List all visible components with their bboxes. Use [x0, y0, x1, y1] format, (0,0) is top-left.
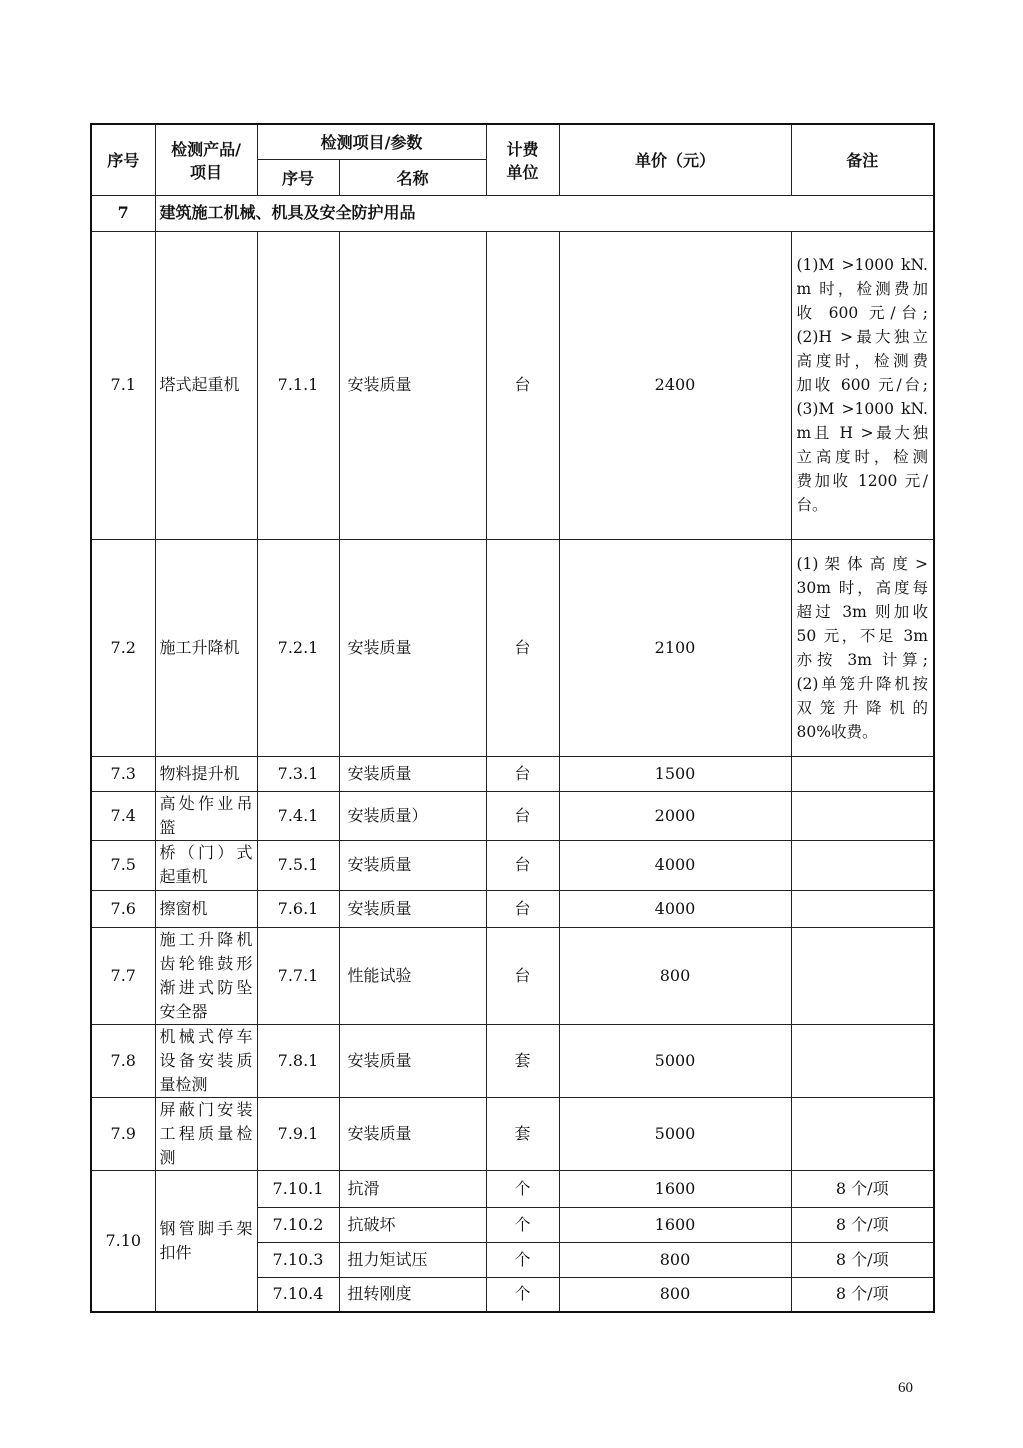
- item-unit: 个: [486, 1207, 559, 1242]
- item-name: 安装质量: [339, 840, 486, 890]
- item-unit: 台: [486, 231, 559, 539]
- item-unit: 台: [486, 756, 559, 791]
- note-line: 收 600 元/台;: [796, 304, 928, 322]
- row-product: 屏蔽门安装工程质量检测: [155, 1097, 257, 1170]
- note-line: 8 个/项: [835, 1214, 889, 1234]
- page-number: 60: [898, 1380, 913, 1396]
- note-line: (3)M >1000 kN.: [796, 400, 928, 418]
- item-seq: 7.7.1: [257, 927, 339, 1024]
- note-line: m 时，检测费加: [796, 280, 928, 298]
- item-unit: 台: [486, 840, 559, 890]
- item-seq: 7.10.3: [257, 1242, 339, 1277]
- item-unit: 台: [486, 539, 559, 756]
- note-line: (2)H >最大独立: [796, 328, 928, 346]
- section-row: [91, 195, 934, 231]
- item-price: 2400: [559, 231, 791, 539]
- item-unit: 个: [486, 1277, 559, 1312]
- item-seq: 7.3.1: [257, 756, 339, 791]
- note-line: 立高度时，检测: [796, 448, 928, 466]
- item-price: 4000: [559, 840, 791, 890]
- row-seq: 7.6: [91, 890, 155, 927]
- item-note: [791, 231, 934, 539]
- note-line: 50 元，不足 3m: [796, 626, 928, 645]
- item-seq: 7.10.2: [257, 1207, 339, 1242]
- item-seq: 7.8.1: [257, 1024, 339, 1097]
- item-note: [791, 1170, 934, 1207]
- header-price: 单价（元）: [559, 124, 791, 195]
- item-note: [791, 539, 934, 756]
- item-seq: 7.9.1: [257, 1097, 339, 1170]
- row-seq: 7.8: [91, 1024, 155, 1097]
- item-price: 5000: [559, 1024, 791, 1097]
- item-note: [791, 840, 934, 890]
- item-name: 安装质量: [339, 1097, 486, 1170]
- item-note: [791, 1207, 934, 1242]
- note-line: 超过 3m 则加收: [796, 602, 928, 621]
- item-price: 800: [559, 1277, 791, 1312]
- item-price: 800: [559, 927, 791, 1024]
- row-product: 塔式起重机: [155, 231, 257, 539]
- table-row: [91, 1097, 934, 1170]
- note-line: 台。: [796, 496, 828, 514]
- note-line: 加收 600 元/台;: [796, 376, 928, 394]
- item-unit: 个: [486, 1242, 559, 1277]
- item-unit: 台: [486, 927, 559, 1024]
- note-line: 高度时，检测费: [796, 352, 928, 370]
- table-row: [91, 1024, 934, 1097]
- note-line: (1)M >1000 kN.: [796, 256, 928, 274]
- row-seq: 7.2: [91, 539, 155, 756]
- row-seq: 7.4: [91, 791, 155, 840]
- item-note: [791, 1097, 934, 1170]
- table-row: [91, 1170, 934, 1207]
- item-unit: 个: [486, 1170, 559, 1207]
- item-name: 扭转刚度: [339, 1277, 486, 1312]
- item-note: [791, 1277, 934, 1312]
- table-row: [91, 231, 934, 539]
- item-name: 性能试验: [339, 927, 486, 1024]
- row-seq: 7.9: [91, 1097, 155, 1170]
- table-row: [91, 840, 934, 890]
- row-seq: 7.3: [91, 756, 155, 791]
- item-price: 2100: [559, 539, 791, 756]
- note-line: 8 个/项: [835, 1249, 889, 1269]
- fee-table: [90, 123, 935, 1313]
- row-product: 桥（门）式起重机: [155, 840, 257, 890]
- row-seq: 7.5: [91, 840, 155, 890]
- item-unit: 套: [486, 1097, 559, 1170]
- row-product: 擦窗机: [155, 890, 257, 927]
- row-seq: 7.7: [91, 927, 155, 1024]
- header-unit: 计费单位: [486, 124, 559, 195]
- item-note: [791, 791, 934, 840]
- header-seq: 序号: [91, 124, 155, 195]
- item-price: 4000: [559, 890, 791, 927]
- item-name: 安装质量）: [339, 791, 486, 840]
- section-seq: 7: [91, 195, 155, 231]
- note-line: 8 个/项: [835, 1178, 889, 1198]
- table-row: [91, 927, 934, 1024]
- item-name: 扭力矩试压: [339, 1242, 486, 1277]
- row-seq: 7.1: [91, 231, 155, 539]
- item-seq: 7.2.1: [257, 539, 339, 756]
- item-seq: 7.10.1: [257, 1170, 339, 1207]
- header-item-name: 名称: [339, 159, 486, 195]
- header-note: 备注: [791, 124, 934, 195]
- row-seq: 7.10: [91, 1170, 155, 1312]
- note-line: 亦按 3m 计算;: [796, 650, 928, 669]
- table-row: [91, 756, 934, 791]
- item-note: [791, 890, 934, 927]
- item-seq: 7.6.1: [257, 890, 339, 927]
- item-note: [791, 1024, 934, 1097]
- item-price: 5000: [559, 1097, 791, 1170]
- item-seq: 7.1.1: [257, 231, 339, 539]
- note-line: m且 H >最大独: [796, 424, 928, 442]
- note-line: 双笼升降机的: [796, 698, 928, 717]
- note-line: (1) 架 体 高 度 >: [796, 554, 928, 573]
- item-seq: 7.5.1: [257, 840, 339, 890]
- item-name: 安装质量: [339, 231, 486, 539]
- header-product: 检测产品/项目: [155, 124, 257, 195]
- row-product: 钢管脚手架扣件: [155, 1170, 257, 1312]
- row-product: 物料提升机: [155, 756, 257, 791]
- item-seq: 7.4.1: [257, 791, 339, 840]
- table-row: [91, 791, 934, 840]
- item-price: 800: [559, 1242, 791, 1277]
- note-line: 费加收 1200 元/: [796, 472, 928, 490]
- item-price: 1600: [559, 1207, 791, 1242]
- row-product: 机械式停车设备安装质量检测: [155, 1024, 257, 1097]
- item-price: 1500: [559, 756, 791, 791]
- header-item-group: 检测项目/参数: [257, 124, 486, 159]
- item-note: [791, 927, 934, 1024]
- item-name: 安装质量: [339, 890, 486, 927]
- item-name: 抗破坏: [339, 1207, 486, 1242]
- item-unit: 台: [486, 890, 559, 927]
- item-seq: 7.10.4: [257, 1277, 339, 1312]
- item-price: 2000: [559, 791, 791, 840]
- item-price: 1600: [559, 1170, 791, 1207]
- row-product: 施工升降机齿轮锥鼓形渐进式防坠安全器: [155, 927, 257, 1024]
- row-product: 高处作业吊篮: [155, 791, 257, 840]
- note-line: 30m 时，高度每: [796, 578, 928, 597]
- item-name: 安装质量: [339, 539, 486, 756]
- section-title: 建筑施工机械、机具及安全防护用品: [155, 195, 934, 231]
- item-unit: 套: [486, 1024, 559, 1097]
- header-item-seq: 序号: [257, 159, 339, 195]
- item-name: 安装质量: [339, 756, 486, 791]
- table-row: [91, 539, 934, 756]
- note-line: 8 个/项: [835, 1284, 889, 1304]
- row-product: 施工升降机: [155, 539, 257, 756]
- item-name: 抗滑: [339, 1170, 486, 1207]
- item-note: [791, 1242, 934, 1277]
- item-name: 安装质量: [339, 1024, 486, 1097]
- table-row: [91, 890, 934, 927]
- item-unit: 台: [486, 791, 559, 840]
- item-note: [791, 756, 934, 791]
- note-line: 80%收费。: [796, 722, 878, 741]
- note-line: (2)单笼升降机按: [796, 674, 928, 693]
